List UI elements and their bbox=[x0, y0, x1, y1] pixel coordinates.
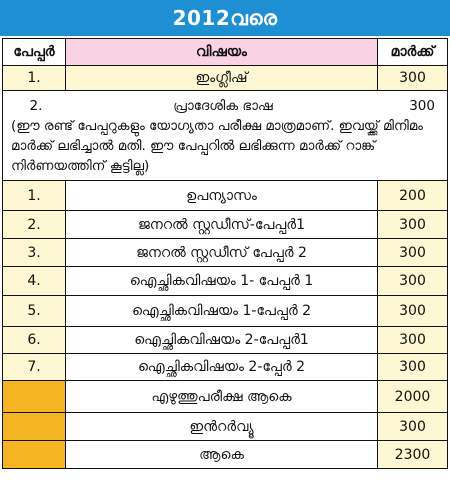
total-label: എഴുത്തുപരീക്ഷ ആകെ bbox=[66, 381, 378, 413]
marks-cell: 300 bbox=[409, 97, 435, 114]
total-marks: 300 bbox=[378, 413, 448, 441]
table-row bbox=[3, 181, 448, 211]
marks-cell: 300 bbox=[378, 239, 448, 267]
total-label: ആകെ bbox=[66, 441, 378, 469]
qualifying-note: (ഈ രണ്ട് പേപ്പറുകളും യോഗ്യതാ പരീക്ഷ മാത്രമാണ്. ഇവയ്ക്ക് മിനിമം മാർക്ക് ലഭിച്ചാൽ മതി. ഈ പേപ്പറിൽ ലഭിക്കുന്ന മാർക്ക് റാങ്ക് നിർണയത്തിന് കൂട്ടില്ല) bbox=[11, 117, 423, 174]
total-marks: 2000 bbox=[378, 381, 448, 413]
subject-cell: ഐച്ഛികവിഷയം 1- പേപ്പർ 1 bbox=[66, 267, 378, 296]
marks-cell: 300 bbox=[378, 296, 448, 327]
table-row bbox=[3, 239, 448, 267]
table-row bbox=[3, 66, 448, 91]
total-marker bbox=[3, 381, 66, 413]
total-marker bbox=[3, 413, 66, 441]
paper-number: 5. bbox=[3, 296, 66, 327]
marks-cell: 300 bbox=[378, 354, 448, 381]
paper-number: 3. bbox=[3, 239, 66, 267]
subject-cell: ഇംഗ്ലീഷ് bbox=[66, 66, 378, 91]
subject-cell: ജനറൽ സ്റ്റഡീസ് പേപ്പർ 2 bbox=[66, 239, 378, 267]
total-marks: 2300 bbox=[378, 441, 448, 469]
header-subject: വിഷയം bbox=[66, 39, 378, 66]
subject-cell: ഐച്ഛികവിഷയം 2-പേപ്പർ1 bbox=[66, 327, 378, 354]
paper-number: 7. bbox=[3, 354, 66, 381]
page-title: 2012വരെ bbox=[0, 0, 450, 36]
table-row-note bbox=[3, 91, 448, 181]
total-row bbox=[3, 413, 448, 441]
table-row bbox=[3, 267, 448, 296]
note-cell bbox=[3, 91, 448, 181]
header-marks: മാർക്ക് bbox=[378, 39, 448, 66]
table-row bbox=[3, 327, 448, 354]
marks-table bbox=[2, 38, 448, 469]
table-row bbox=[3, 354, 448, 381]
marks-cell: 200 bbox=[378, 181, 448, 211]
paper-number: 6. bbox=[3, 327, 66, 354]
subject-cell: ഐച്ഛികവിഷയം 1-പേപ്പർ 2 bbox=[66, 296, 378, 327]
paper-number: 1. bbox=[3, 66, 66, 91]
total-row bbox=[3, 441, 448, 469]
marks-cell: 300 bbox=[378, 66, 448, 91]
table-header-row bbox=[3, 39, 448, 66]
marks-cell: 300 bbox=[378, 267, 448, 296]
paper-number: 2. bbox=[29, 97, 43, 114]
paper-number: 4. bbox=[3, 267, 66, 296]
total-label: ഇൻറർവ്യൂ bbox=[66, 413, 378, 441]
total-row bbox=[3, 381, 448, 413]
marks-cell: 300 bbox=[378, 327, 448, 354]
subject-cell: ജനറൽ സ്റ്റഡീസ്-പേപ്പർ1 bbox=[66, 211, 378, 239]
table-row bbox=[3, 211, 448, 239]
table-row bbox=[3, 296, 448, 327]
subject-cell: ഉപന്യാസം bbox=[66, 181, 378, 211]
paper-number: 1. bbox=[3, 181, 66, 211]
marks-cell: 300 bbox=[378, 211, 448, 239]
subject-cell: ഐച്ഛികവിഷയം 2-പ്പേർ 2 bbox=[66, 354, 378, 381]
subject-cell: പ്രാദേശിക ഭാഷ bbox=[173, 97, 273, 114]
total-marker bbox=[3, 441, 66, 469]
header-paper: പേപ്പർ bbox=[3, 39, 66, 66]
paper-number: 2. bbox=[3, 211, 66, 239]
